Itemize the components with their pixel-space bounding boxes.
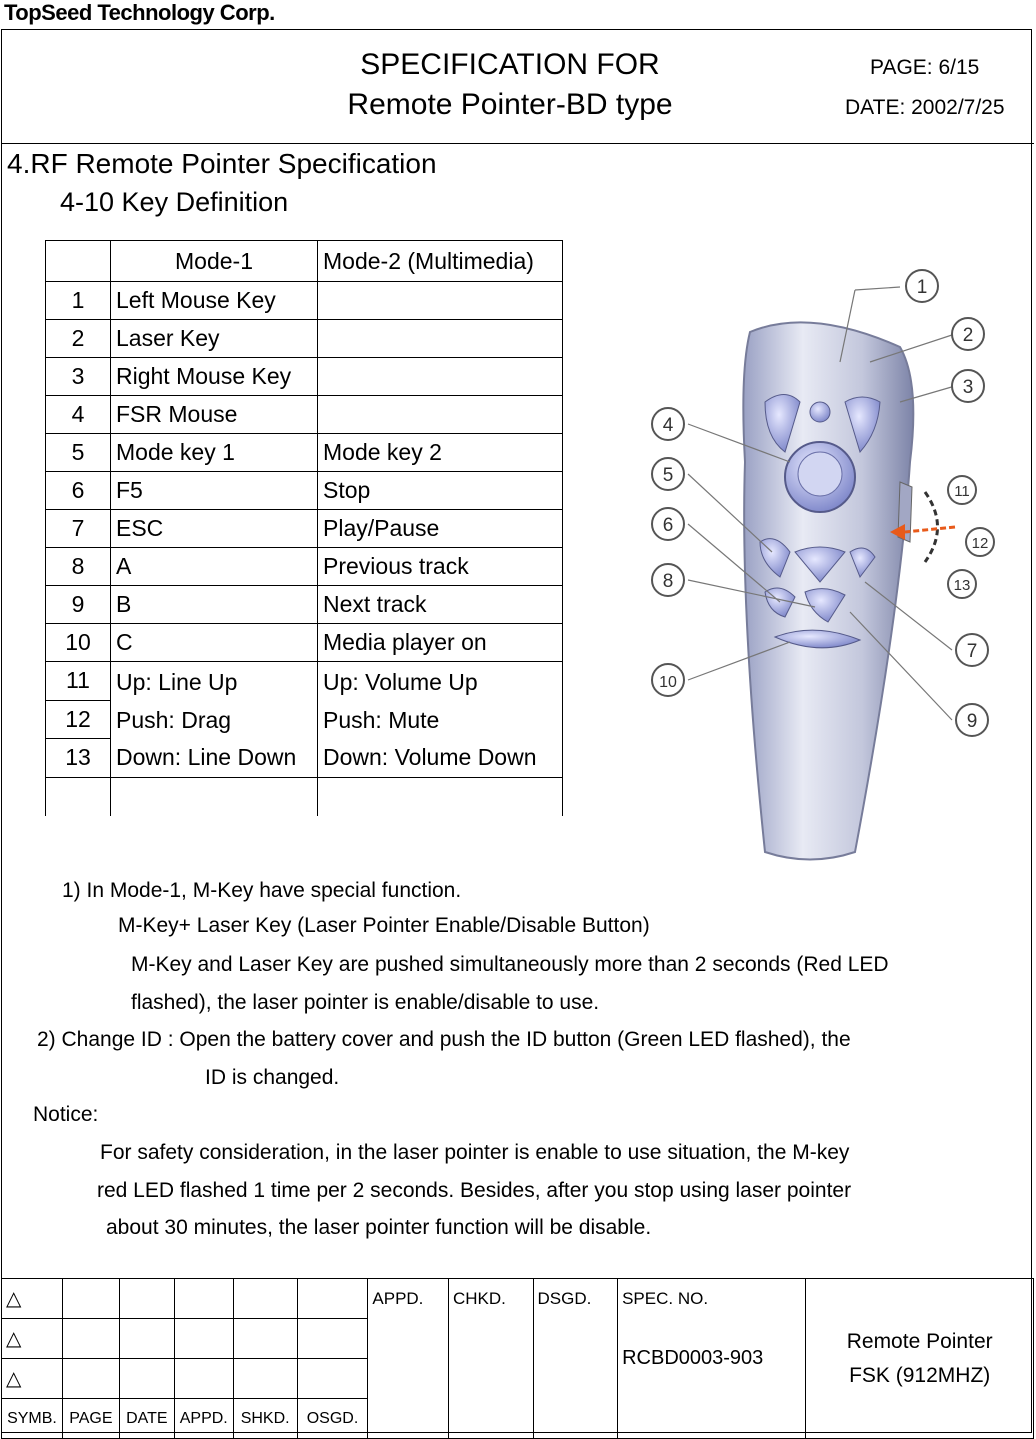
spec-title: SPECIFICATION FOR (360, 48, 660, 81)
callout-10: 10 (659, 674, 677, 691)
key-number: 2 (46, 320, 111, 358)
revision-table (1, 1278, 1034, 1439)
callout-3: 3 (962, 377, 974, 398)
notice-label: Notice: (33, 1103, 99, 1126)
table-row (46, 472, 563, 510)
note-1: 1) In Mode-1, M-Key have special function. (62, 879, 462, 902)
page-number: PAGE: 6/15 (870, 56, 980, 79)
note-1c: flashed), the laser pointer is enable/disable to use. (131, 991, 600, 1014)
key-number: 12 (46, 700, 111, 739)
notice-line1: For safety consideration, in the laser pointer is enable to use situation, the M-key (100, 1141, 850, 1164)
doc-date: DATE: 2002/7/25 (845, 96, 1005, 119)
callout-13: 13 (953, 577, 971, 594)
table-row (46, 358, 563, 396)
revision-symbol: △ (2, 1359, 63, 1399)
callout-11: 11 (954, 483, 970, 500)
key-mode1: B (111, 586, 318, 624)
key-mode1: Mode key 1 (111, 434, 318, 472)
key-mode2 (318, 282, 563, 320)
key-mode1: F5 (111, 472, 318, 510)
key-mode2: Mode key 2 (318, 434, 563, 472)
key-number: 3 (46, 358, 111, 396)
key-mode2: Next track (318, 586, 563, 624)
scroll-mode1-up: Up: Line Up (116, 669, 238, 695)
table-header-row (46, 241, 563, 282)
col-shkd: SHKD. (233, 1399, 297, 1439)
table-row-empty (46, 777, 563, 816)
callout-5: 5 (662, 465, 674, 486)
table-row (46, 434, 563, 472)
section-title: 4.RF Remote Pointer Specification (7, 148, 437, 179)
spec-no-cell (618, 1279, 806, 1439)
note-1b: M-Key and Laser Key are pushed simultaneously more than 2 seconds (Red LED (131, 953, 889, 976)
key-mode1: Right Mouse Key (111, 358, 318, 396)
col-page: PAGE (62, 1399, 119, 1439)
key-number: 13 (46, 739, 111, 778)
col-symb: SYMB. (2, 1399, 63, 1439)
header-cell-no (46, 241, 111, 282)
key-mode1: FSR Mouse (111, 396, 318, 434)
remote-pointer-image (600, 262, 1000, 862)
key-mode2: Media player on (318, 624, 563, 662)
note-2b: ID is changed. (205, 1066, 340, 1089)
header-cell-mode2: Mode-2 (Multimedia) (318, 241, 563, 282)
scroll-mode1-down: Down: Line Down (116, 744, 297, 770)
col-date: DATE (119, 1399, 174, 1439)
table-row (46, 396, 563, 434)
scroll-mode2-cell (318, 662, 563, 778)
key-number: 10 (46, 624, 111, 662)
revision-symbol: △ (2, 1279, 63, 1319)
table-row (46, 624, 563, 662)
spec-no-value: RCBD0003-903 (622, 1347, 764, 1369)
key-mode1: C (111, 624, 318, 662)
key-mode1: A (111, 548, 318, 586)
table-row (46, 548, 563, 586)
key-number: 8 (46, 548, 111, 586)
key-number: 6 (46, 472, 111, 510)
key-mode2 (318, 396, 563, 434)
callout-7: 7 (966, 641, 978, 662)
table-row (46, 282, 563, 320)
callout-6: 6 (662, 515, 674, 536)
table-row (46, 320, 563, 358)
spec-subtitle: Remote Pointer-BD type (347, 88, 673, 121)
callout-12: 12 (971, 535, 989, 552)
callout-9: 9 (966, 711, 978, 732)
spec-no-label: SPEC. NO. (622, 1289, 709, 1308)
notice-line2: red LED flashed 1 time per 2 seconds. Besides, after you stop using laser pointer (97, 1179, 852, 1202)
key-definition-table (45, 240, 563, 816)
key-number: 4 (46, 396, 111, 434)
callout-4: 4 (662, 415, 674, 436)
company-name: TopSeed Technology Corp. (4, 0, 275, 25)
chkd-cell: CHKD. (448, 1279, 533, 1439)
key-mode2: Play/Pause (318, 510, 563, 548)
key-number: 9 (46, 586, 111, 624)
table-row (46, 586, 563, 624)
key-mode1: Left Mouse Key (111, 282, 318, 320)
callout-8: 8 (662, 571, 674, 592)
col-appd: APPD. (174, 1399, 233, 1439)
notice-line3: about 30 minutes, the laser pointer function will be disable. (106, 1216, 652, 1239)
key-mode1: ESC (111, 510, 318, 548)
note-2: 2) Change ID : Open the battery cover and push the ID button (Green LED flashed), the (37, 1028, 851, 1051)
dsgd-cell: DSGD. (533, 1279, 618, 1439)
section-subtitle: 4-10 Key Definition (60, 187, 289, 217)
scroll-mode2-down: Down: Volume Down (323, 744, 537, 770)
note-1a: M-Key+ Laser Key (Laser Pointer Enable/Disable Button) (118, 914, 650, 937)
scroll-mode1-cell (111, 662, 318, 778)
key-number: 1 (46, 282, 111, 320)
appd-cell: APPD. (368, 1279, 449, 1439)
header-cell-mode1: Mode-1 (111, 241, 318, 282)
callout-1: 1 (916, 277, 928, 298)
scroll-mode2-up: Up: Volume Up (323, 669, 478, 695)
product-cell (806, 1279, 1034, 1439)
scroll-mode2-push: Push: Mute (323, 706, 440, 733)
key-mode2: Previous track (318, 548, 563, 586)
header-divider (1, 143, 1034, 144)
key-mode2 (318, 320, 563, 358)
title-block (1, 1278, 1034, 1433)
key-number: 7 (46, 510, 111, 548)
table-row (46, 662, 563, 701)
callout-2: 2 (962, 325, 974, 346)
table-row (46, 510, 563, 548)
key-number: 5 (46, 434, 111, 472)
key-number: 11 (46, 662, 111, 701)
key-mode2: Stop (318, 472, 563, 510)
scroll-mode1-push: Push: Drag (116, 706, 232, 733)
col-osgd: OSGD. (297, 1399, 368, 1439)
product-line2: FSK (912MHZ) (849, 1363, 991, 1387)
key-mode1: Laser Key (111, 320, 318, 358)
revision-symbol: △ (2, 1319, 63, 1359)
key-mode2 (318, 358, 563, 396)
product-line1: Remote Pointer (846, 1329, 993, 1353)
